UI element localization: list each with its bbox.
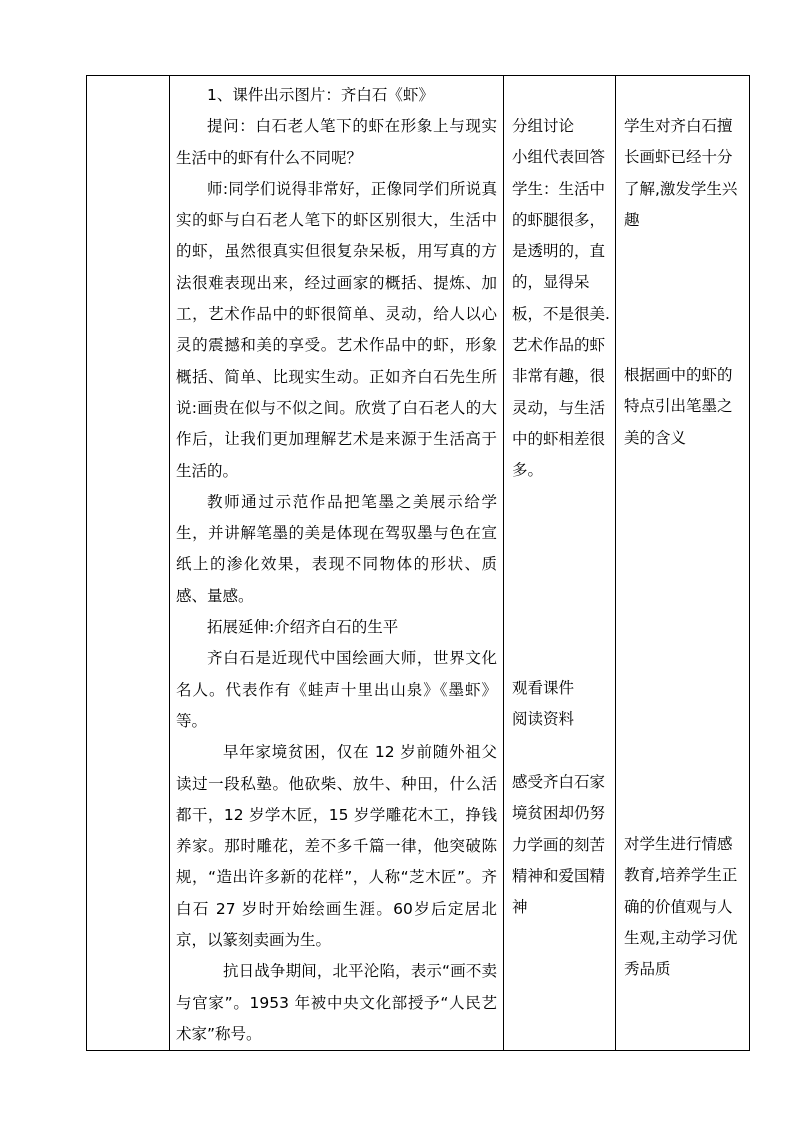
stage-cell [87,76,170,1051]
student-watch-block [512,673,611,736]
design-intent-cell [616,76,750,1051]
student-activity-cell [504,76,616,1051]
table-row [87,76,750,1051]
teacher-text: 师:同学们说得非常好，正像同学们所说真实的虾与白石老人笔下的虾区别很大，生活中的虾，虽然很真实但很复杂呆板，用写真的方法很难表现出来，经过画家的概括、提炼、加工，艺术作品中的虾很简单、灵动，给人以心灵的震撼和美的享受。艺术作品中的虾，形象概括、简单、比现实生动。正如齐白石先生所说:画贵在似与不似之间。欣赏了白石老人的大作后，让我们更加理解艺术是来源于生活高于生活的。 [176,179,497,480]
demo-text: 教师通过示范作品把笔墨之美展示给学生，并讲解笔墨的美是体现在驾驭墨与色在宣纸上的渗化效果，表现不同物体的形状、质感、量感。 [176,492,497,605]
intent-a-text: 学生对齐白石擅长画虾已经十分了解,激发学生兴趣 [624,117,738,229]
intent-b-text: 根据画中的虾的特点引出笔墨之美的含义 [624,366,733,447]
discuss-text: 分组讨论 [512,117,575,135]
lesson-plan-table [86,75,750,1051]
student-discussion-block [512,111,611,487]
heading-text: 1、课件出示图片：齐白石《虾》 [207,86,434,104]
intent-block-c [624,829,745,985]
feel-text: 感受齐白石家境贫困却仍努力学画的刻苦精神和爱国精神 [512,773,606,917]
question-text: 提问：白石老人笔下的虾在形象上与现实生活中的虾有什么不同呢？ [176,117,497,167]
teacher-activity-cell [170,76,504,1051]
watch-text: 观看课件 [512,679,575,697]
student-feel-block [512,767,611,923]
war-text: 抗日战争期间，北平沦陷，表示“画不卖与官家”。1953 年被中央文化部授予“人民艺术家”称号。 [176,962,497,1043]
extend-text: 拓展延伸:介绍齐白石的生平 [207,618,399,637]
read-text: 阅读资料 [512,710,575,729]
reply-text: 学生：生活中的虾腿很多，是透明的，直的，显得呆板，不是很美.艺术作品的虾非常有趣，很灵动，与生活中的虾相差很多。 [512,179,610,480]
intent-block-a [624,111,745,236]
intent-c-text: 对学生进行情感教育,培养学生正确的价值观与人生观,主动学习优秀品质 [624,835,738,979]
answer-text: 小组代表回答 [512,148,606,167]
early-life-text: 早年家境贫困，仅在 12 岁前随外祖父读过一段私塾。他砍柴、放牛、种田，什么活都干，12 岁学木匠，15 岁学雕花木工，挣钱养家。那时雕花，差不多千篇一律，他突破陈规，“造出许多新的花样”，人称“芝木匠”。齐白石 27 岁时开始绘画生涯。60岁后定居北京，以篆刻卖画为生。 [176,743,497,950]
intro-text: 齐白石是近现代中国绘画大师，世界文化名人。代表作有《蛙声十里出山泉》《墨虾》等。 [176,649,497,730]
intent-block-b [624,360,745,454]
